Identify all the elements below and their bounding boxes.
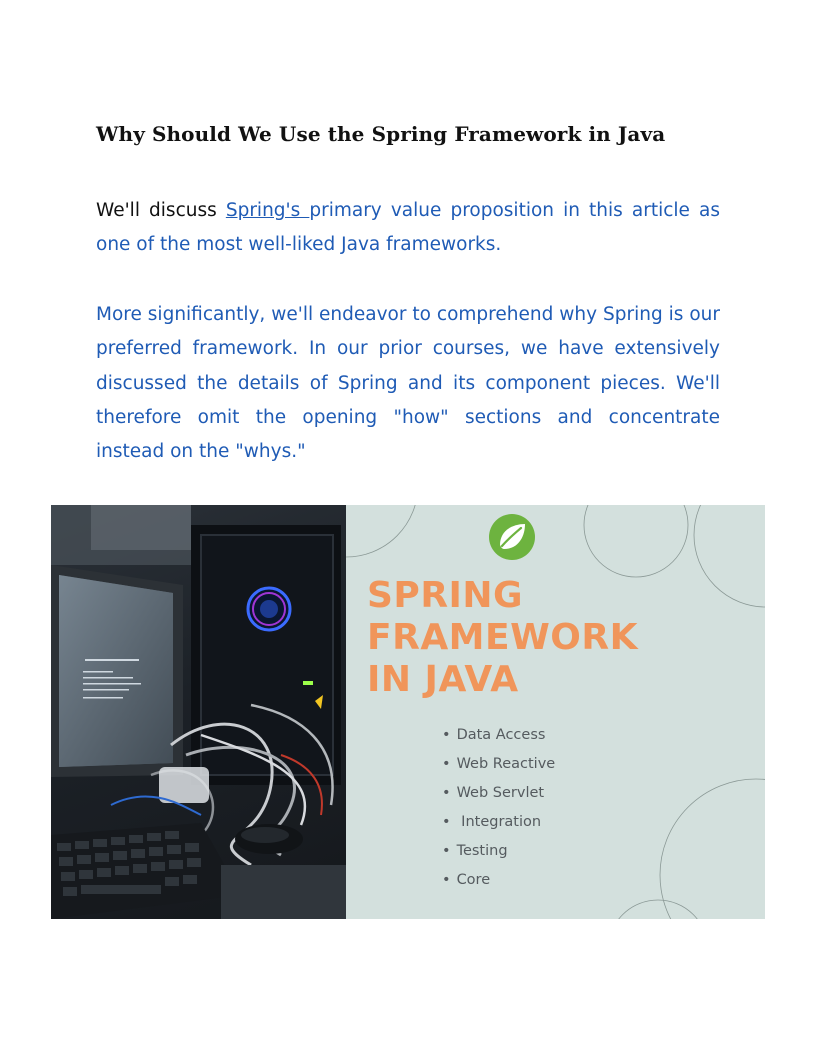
feature-list xyxy=(442,724,555,898)
feature-item-integration: • Integration xyxy=(442,811,555,840)
spring-link[interactable]: Spring's xyxy=(225,200,310,221)
banner-heading-line-1: SPRING xyxy=(367,575,524,616)
decorative-circles xyxy=(346,505,765,919)
intro-paragraph xyxy=(96,194,720,263)
article-banner-image xyxy=(51,505,765,919)
article-title: Why Should We Use the Spring Framework in Java xyxy=(96,122,666,146)
banner-heading xyxy=(367,575,638,701)
banner-heading-line-2: FRAMEWORK xyxy=(367,617,639,658)
feature-item-web-servlet: • Web Servlet xyxy=(442,782,555,811)
feature-item-web-reactive: • Web Reactive xyxy=(442,753,555,782)
spring-info-panel xyxy=(346,505,765,919)
second-paragraph: More significantly, we'll endeavor to comprehend why Spring is our preferred framework. In our prior courses, we have extensively discussed the details of Spring and its component pieces. We'll therefore omit the opening "how" sections and concentrate instead on the "whys." xyxy=(96,304,720,463)
intro-lead-text: We'll discuss xyxy=(96,200,226,221)
feature-item-testing: • Testing xyxy=(442,840,555,869)
feature-item-data-access: • Data Access xyxy=(442,724,555,753)
computer-workstation-photo xyxy=(51,505,346,919)
feature-item-core: • Core xyxy=(442,869,555,898)
intro-rest-text: primary value proposition in this article as one of the most well-liked Java frameworks. xyxy=(96,200,720,256)
workstation-illustration xyxy=(51,505,346,919)
spring-leaf-icon xyxy=(488,513,536,561)
banner-heading-line-3: IN JAVA xyxy=(367,659,519,700)
